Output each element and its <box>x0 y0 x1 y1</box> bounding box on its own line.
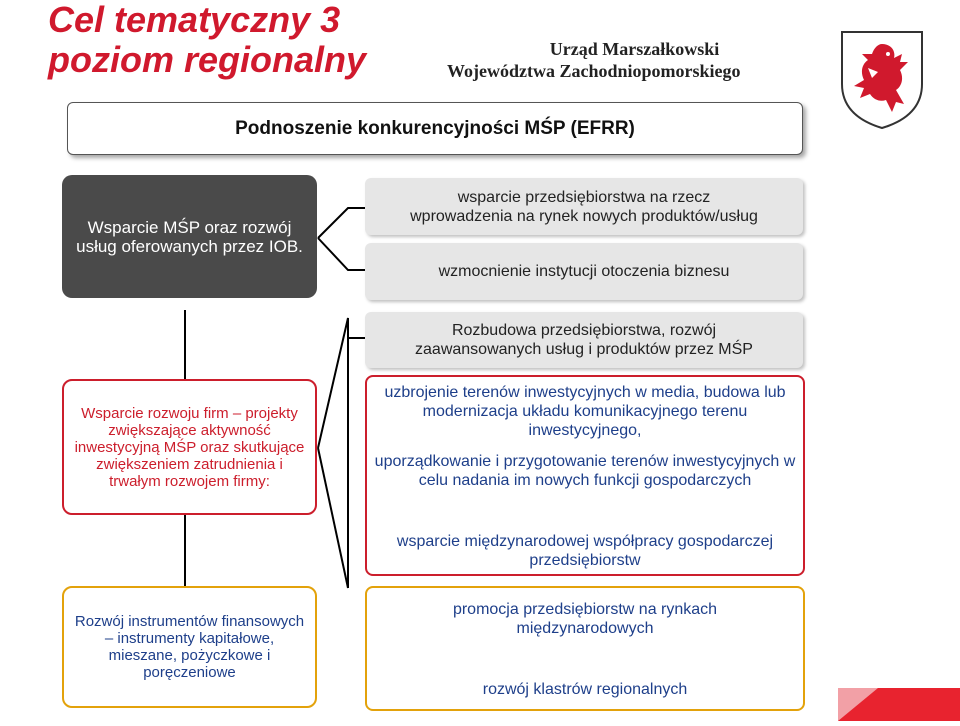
section2-top-item: Rozbudowa przedsiębiorstwa, rozwój zaawansowanych usług i produktów przez MŚP <box>415 322 753 358</box>
section2-item: wsparcie międzynarodowej współpracy gospodarczej przedsiębiorstw <box>396 533 774 569</box>
slide-title-line2: poziom regionalny <box>48 39 367 80</box>
main-goal-text: Podnoszenie konkurencyjności MŚP (EFRR) <box>235 117 635 139</box>
office-name-line2: Województwa Zachodniopomorskiego <box>447 61 741 81</box>
section2-item: uporządkowanie i przygotowanie terenów inwestycyjnych w celu nadania im nowych funkcji gospodarczych <box>374 453 796 489</box>
section3-label: Rozwój instrumentów finansowych – instrumenty kapitałowe, mieszane, pożyczkowe i poręczeniowe <box>74 613 305 681</box>
section1-item: wsparcie przedsiębiorstwa na rzecz wprowadzenia na rynek nowych produktów/usług <box>410 188 758 225</box>
section1-item-box <box>365 178 803 235</box>
section1-item-box <box>365 243 803 300</box>
office-name-line1: Urząd Marszałkowski <box>549 39 720 59</box>
section3-label-box <box>62 586 317 708</box>
section2-label-box <box>62 379 317 515</box>
section3-item: rozwój klastrów regionalnych <box>482 681 688 698</box>
section2-item: uzbrojenie terenów inwestycyjnych w media, budowa lub modernizacja układu komunikacyjnego terenu inwestycyjnego, <box>384 384 786 439</box>
section2-label: Wsparcie rozwoju firm – projekty zwiększające aktywność inwestycyjną MŚP oraz skutkujące zwiększeniem zatrudnienia i trwałym rozwojem firmy: <box>74 404 305 490</box>
section1-label: Wsparcie MŚP oraz rozwój usług oferowanych przez IOB. <box>76 217 303 256</box>
section1-label-box <box>62 175 317 298</box>
section3-item: promocja przedsiębiorstw na rynkach międzynarodowych <box>452 601 718 637</box>
section2-top-item-box <box>365 312 803 368</box>
section1-item: wzmocnienie instytucji otoczenia biznesu <box>438 263 730 280</box>
flag-icon <box>838 688 960 721</box>
slide-title-line1: Cel tematyczny 3 <box>48 0 341 40</box>
